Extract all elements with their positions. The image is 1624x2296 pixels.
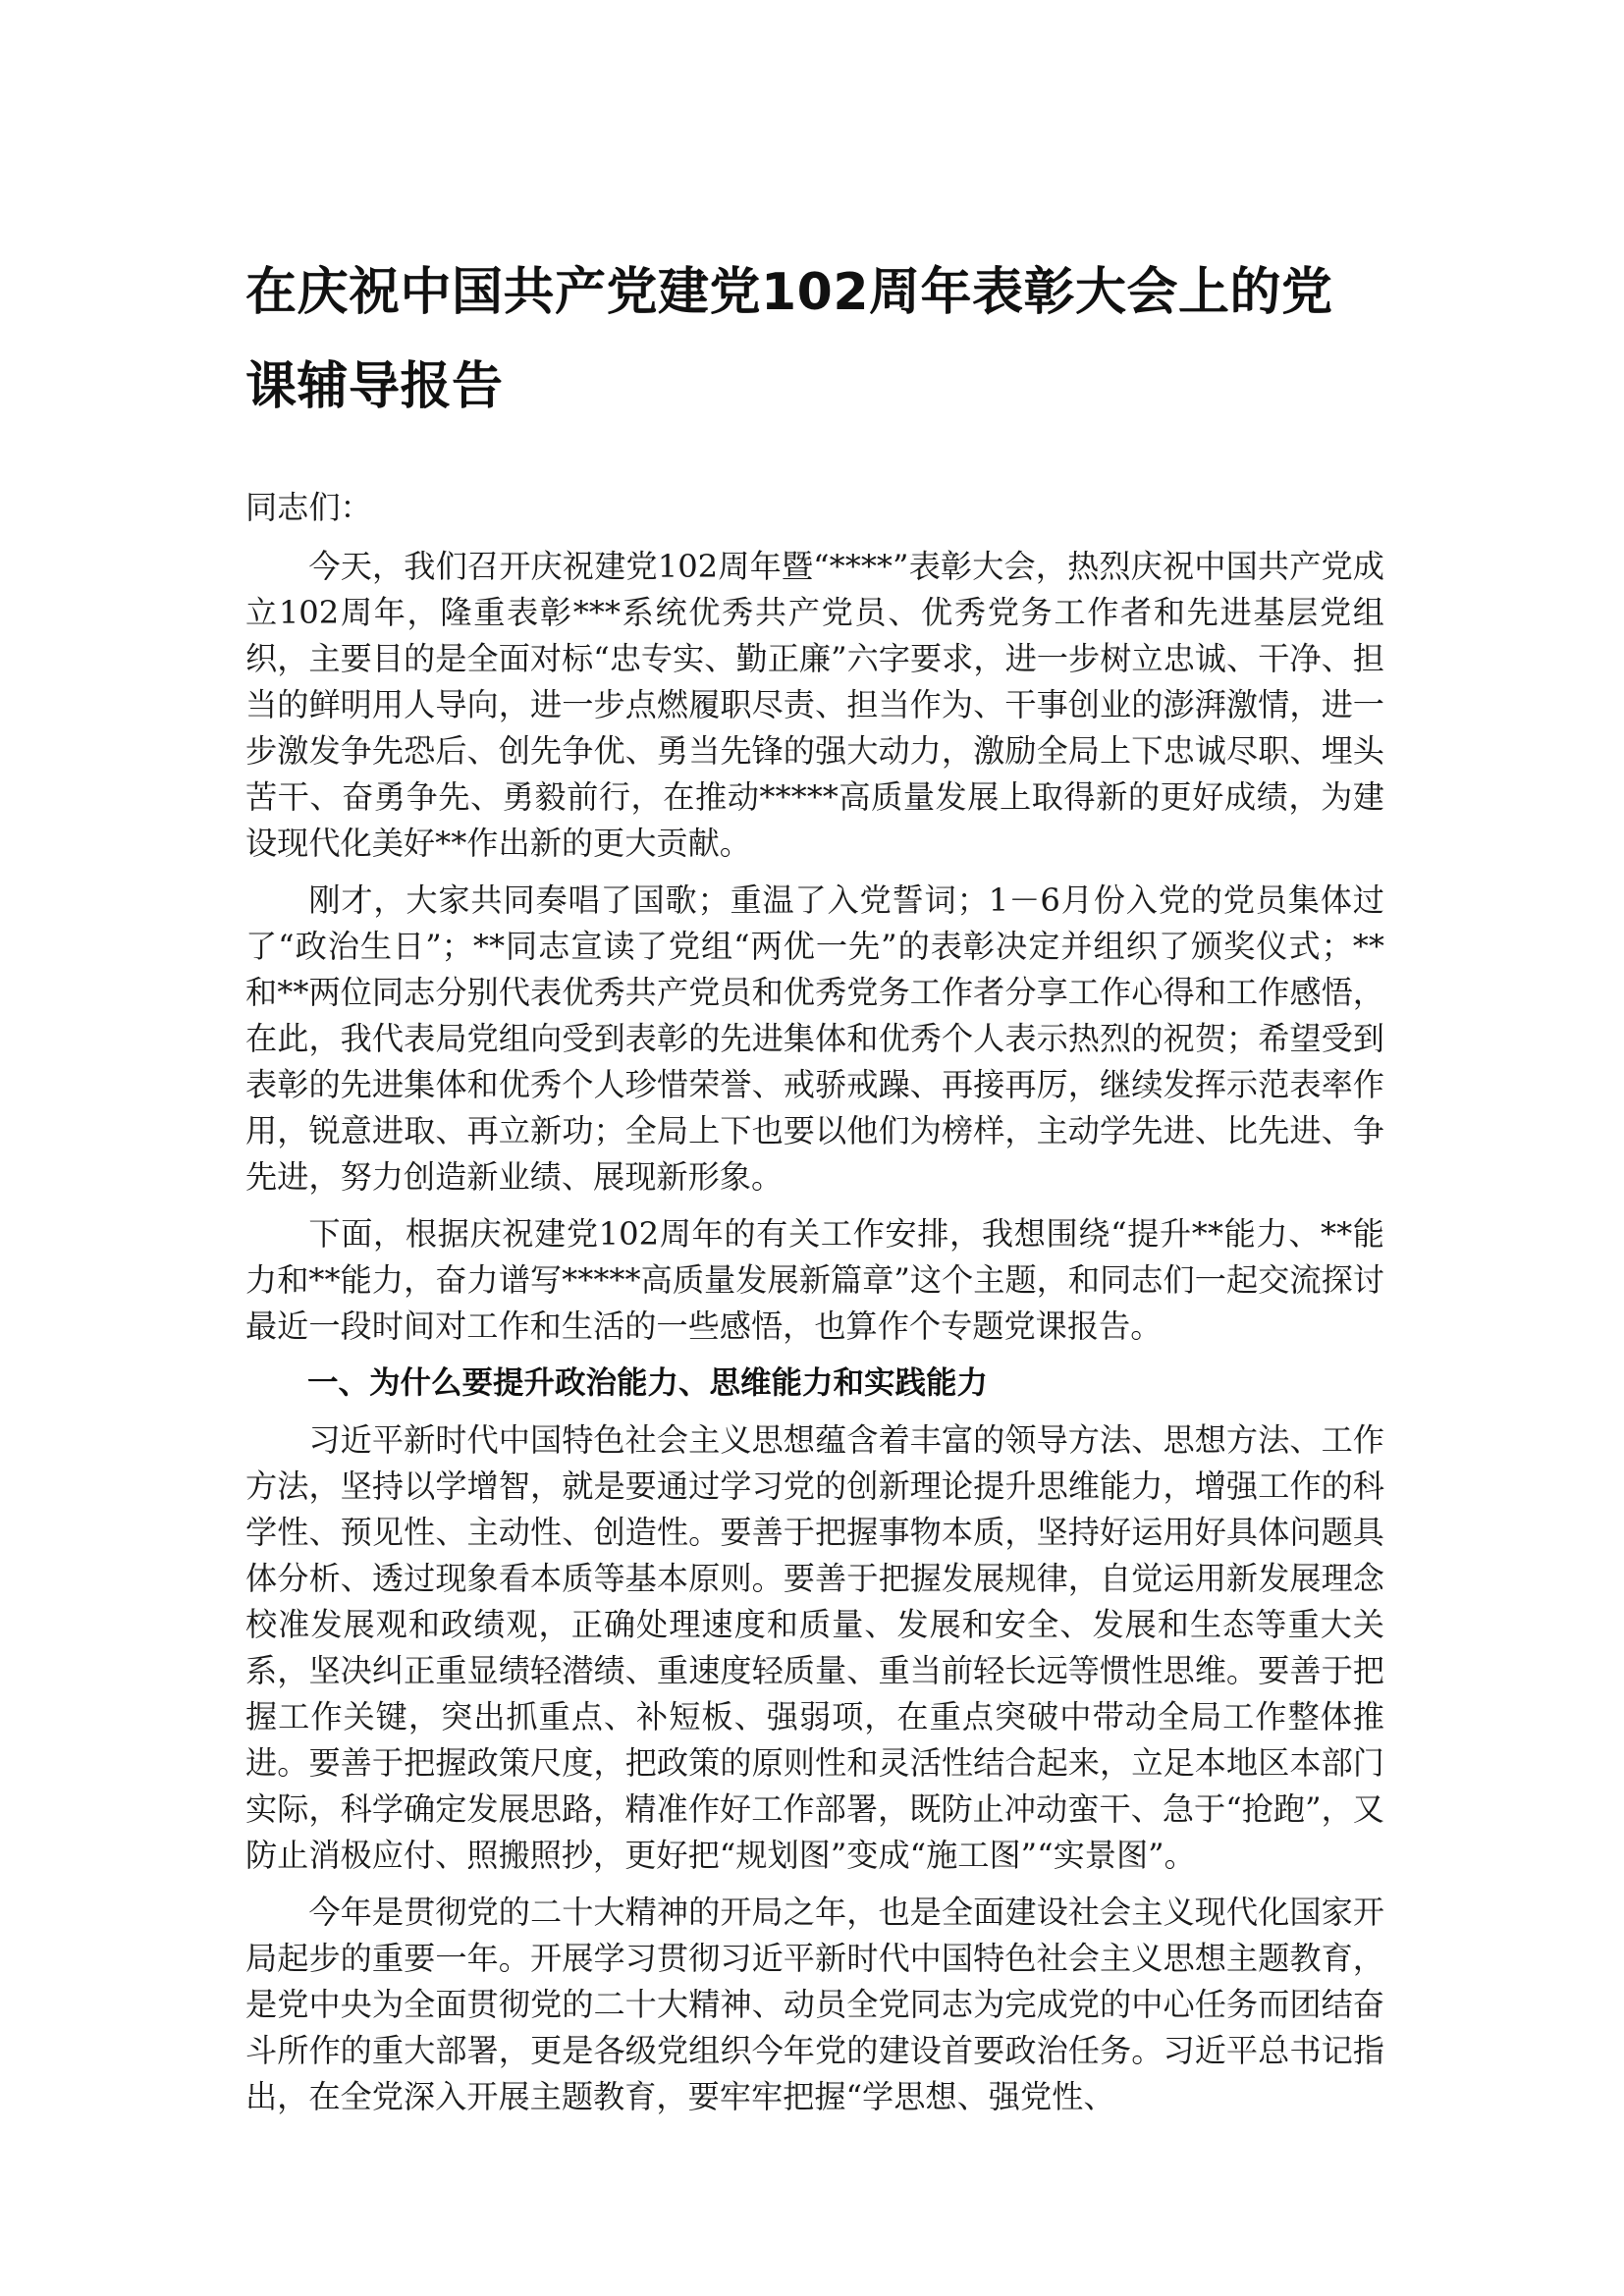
paragraph-ceremony: 刚才，大家共同奏唱了国歌；重温了入党誓词；1－6月份入党的党员集体过了“政治生日”；**同志宣读了党组“两优一先”的表彰决定并组织了颁奖仪式；**和**两位同志分别代表优秀共产党员和优秀党务工作者分享工作心得和工作感悟，在此，我代表局党组向受到表彰的先进集体和优秀个人表示热烈的祝贺；希望受到表彰的先进集体和优秀个人珍惜荣誉、戒骄戒躁、再接再厉，继续发挥示范表率作用，锐意进取、再立新功；全局上下也要以他们为榜样，主动学先进、比先进、争先进，努力创造新业绩、展现新形象。 bbox=[245, 881, 1384, 1196]
paragraph-theme: 下面，根据庆祝建党102周年的有关工作安排，我想围绕“提升**能力、**能力和**能力，奋力谱写*****高质量发展新篇章”这个主题，和同志们一起交流探讨最近一段时间对工作和生活的一些感悟，也算作个专题党课报告。 bbox=[245, 1215, 1384, 1345]
document-title: 在庆祝中国共产党建党102周年表彰大会上的党课辅导报告 bbox=[245, 263, 1333, 416]
document-body bbox=[245, 485, 1384, 2131]
paragraph-thinking-ability: 习近平新时代中国特色社会主义思想蕴含着丰富的领导方法、思想方法、工作方法，坚持以学增智，就是要通过学习党的创新理论提升思维能力，增强工作的科学性、预见性、主动性、创造性。要善于把握事物本质，坚持好运用好具体问题具体分析、透过现象看本质等基本原则。要善于把握发展规律，自觉运用新发展理念校准发展观和政绩观，正确处理速度和质量、发展和安全、发展和生态等重大关系，坚决纠正重显绩轻潜绩、重速度轻质量、重当前轻长远等惯性思维。要善于把握工作关键，突出抓重点、补短板、强弱项，在重点突破中带动全局工作整体推进。要善于把握政策尺度，把政策的原则性和灵活性结合起来，立足本地区本部门实际，科学确定发展思路，精准作好工作部署，既防止冲动蛮干、急于“抢跑”，又防止消极应付、照搬照抄，更好把“规划图”变成“施工图”“实景图”。 bbox=[245, 1421, 1384, 1874]
paragraph-theme-education: 今年是贯彻党的二十大精神的开局之年，也是全面建设社会主义现代化国家开局起步的重要一年。开展学习贯彻习近平新时代中国特色社会主义思想主题教育，是党中央为全面贯彻党的二十大精神、动员全党同志为完成党的中心任务而团结奋斗所作的重大部署，更是各级党组织今年党的建设首要政治任务。习近平总书记指出，在全党深入开展主题教育，要牢牢把握“学思想、强党性、 bbox=[245, 1894, 1384, 2115]
paragraph-opening: 今天，我们召开庆祝建党102周年暨“****”表彰大会，热烈庆祝中国共产党成立102周年，隆重表彰***系统优秀共产党员、优秀党务工作者和先进基层党组织，主要目的是全面对标“忠专实、勤正廉”六字要求，进一步树立忠诚、干净、担当的鲜明用人导向，进一步点燃履职尽责、担当作为、干事创业的澎湃激情，进一步激发争先恐后、创先争优、勇当先锋的强大动力，激励全局上下忠诚尽职、埋头苦干、奋勇争先、勇毅前行，在推动*****高质量发展上取得新的更好成绩，为建设现代化美好**作出新的更大贡献。 bbox=[245, 548, 1384, 862]
salutation: 同志们： bbox=[245, 489, 372, 526]
section-heading: 一、为什么要提升政治能力、思维能力和实践能力 bbox=[307, 1365, 989, 1401]
